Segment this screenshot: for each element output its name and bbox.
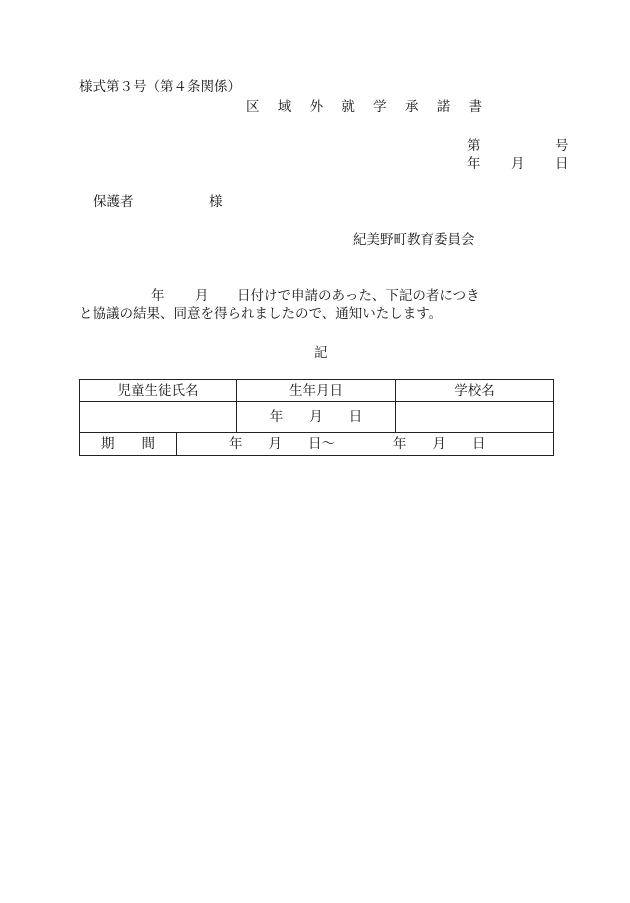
birth-month: 月 [309,409,323,425]
document-title: 区 域 外 就 学 承 諾 書 [246,99,490,115]
header-birth-date: 生年月日 [237,380,396,402]
period-row [80,433,554,456]
issue-year: 年 [467,156,481,172]
period-label: 期 間 [80,433,177,456]
doc-number-suffix: 号 [555,138,569,154]
period-end-day: 日 [472,436,486,452]
form-number: 様式第３号（第４条関係） [79,79,241,95]
body-year: 年 [151,288,165,304]
table-row [80,402,554,433]
issue-month: 月 [511,156,525,172]
body-line2-text: と協議の結果、同意を得られましたので、通知いたします。 [79,306,443,322]
body-month: 月 [195,288,209,304]
period-range-cell [177,433,554,456]
student-info-table [79,379,554,456]
ki-heading: 記 [314,345,328,361]
period-end-month: 月 [432,436,446,452]
period-end-year: 年 [393,436,407,452]
issuer-name: 紀美野町教育委員会 [353,232,475,248]
birth-day: 日 [348,409,363,425]
addressee-label: 保護者 [93,194,134,210]
body-line1-text: 日付けで申請のあった、下記の者につき [237,288,480,304]
student-name-cell [80,402,237,433]
header-school-name: 学校名 [396,380,554,402]
issue-day: 日 [555,156,569,172]
period-start-month: 月 [268,436,282,452]
doc-number-prefix: 第 [467,138,481,154]
birth-date-cell [237,402,396,433]
addressee-honorific: 様 [209,194,223,210]
header-student-name: 児童生徒氏名 [80,380,237,402]
school-name-cell [396,402,554,433]
period-start-day: 日〜 [308,436,335,452]
period-start-year: 年 [229,436,243,452]
birth-year: 年 [269,409,284,425]
table-header-row [80,380,554,402]
